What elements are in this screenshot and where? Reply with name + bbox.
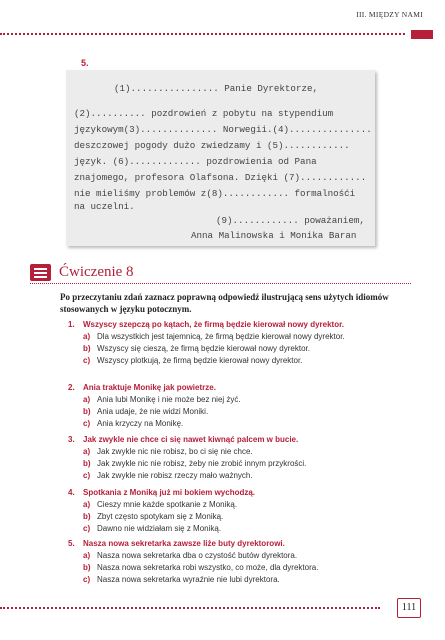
- question-text: Nasza nowa sekretarka zawsze liże buty dyrektorowi.: [83, 539, 285, 548]
- answer-option[interactable]: [83, 355, 388, 366]
- question-text: Wszyscy szepczą po kątach, że firmą będzie kierował nowy dyrektor.: [83, 320, 344, 329]
- letter-line: językowym(3).............. Norwegii.(4)...............: [74, 124, 372, 135]
- exercise-8-heading: [30, 262, 411, 284]
- option-letter: c): [83, 419, 91, 428]
- option-letter: b): [83, 344, 91, 353]
- option-letter: a): [83, 332, 91, 341]
- answer-option[interactable]: [83, 499, 388, 510]
- option-text: Nasza nowa sekretarka wyraźnie nie lubi dyrektora.: [97, 575, 280, 584]
- option-text: Jak zwykle nic nie robisz, żeby nie zrobić innym przykrości.: [97, 459, 307, 468]
- answer-option[interactable]: [83, 446, 388, 457]
- page-number: 111: [397, 598, 421, 618]
- letter-line: (1)................ Panie Dyrektorze,: [114, 83, 318, 94]
- answer-option[interactable]: [83, 550, 388, 561]
- answer-option[interactable]: [83, 562, 388, 573]
- question-number: 1.: [68, 320, 75, 329]
- answer-option[interactable]: [83, 343, 388, 354]
- letter-line: znajomego, profesora Olafsona. Dzięki (7)............: [74, 172, 367, 183]
- option-text: Dawno nie widziałam się z Moniką.: [97, 524, 222, 533]
- option-text: Zbyt często spotykam się z Moniką.: [97, 512, 224, 521]
- question-item: [68, 434, 388, 481]
- question-number: 3.: [68, 435, 75, 444]
- letter-line: język. (6)............. pozdrowienia od Pana: [74, 156, 317, 167]
- question-item: [68, 382, 388, 429]
- option-text: Jak zwykle nie robisz rzeczy mało ważnych.: [97, 471, 253, 480]
- heading-dotted-rule: [30, 283, 411, 284]
- question-number: 4.: [68, 488, 75, 497]
- option-letter: c): [83, 575, 91, 584]
- exercise-instruction: Po przeczytaniu zdań zaznacz poprawną odpowiedź ilustrującą sens użytych idiomów stosowanych w języku potocznym.: [60, 292, 389, 314]
- option-text: Ania udaje, że nie widzi Moniki.: [97, 407, 209, 416]
- option-text: Ania krzyczy na Monikę.: [97, 419, 184, 428]
- option-letter: a): [83, 551, 91, 560]
- option-letter: b): [83, 512, 91, 521]
- answer-option[interactable]: [83, 574, 388, 585]
- letter-line: (2).......... pozdrowień z pobytu na stypendium: [74, 108, 334, 119]
- question-text: Ania traktuje Monikę jak powietrze.: [83, 383, 216, 392]
- letter-box: [66, 70, 375, 246]
- letter-line: Anna Malinowska i Monika Baran: [191, 230, 357, 241]
- question-item: [68, 319, 388, 366]
- option-letter: c): [83, 356, 91, 365]
- question-number: 5.: [68, 539, 75, 548]
- exercise-list-icon: [30, 264, 51, 281]
- top-accent-box: [411, 30, 433, 39]
- answer-option[interactable]: [83, 406, 388, 417]
- question-text: Spotkania z Moniką już mi bokiem wychodzą.: [83, 488, 256, 497]
- section-header: III. MIĘDZY NAMI: [356, 10, 423, 19]
- option-letter: b): [83, 459, 91, 468]
- answer-option[interactable]: [83, 470, 388, 481]
- letter-line: deszczowej pogody dużo zwiedzamy i (5)............: [74, 140, 350, 151]
- question-item: [68, 538, 388, 585]
- option-letter: c): [83, 471, 91, 480]
- bottom-dotted-rule: [0, 607, 380, 609]
- question-item: [68, 487, 388, 534]
- option-text: Cieszy mnie każde spotkanie z Moniką.: [97, 500, 238, 509]
- option-letter: a): [83, 500, 91, 509]
- exercise-8-title: Ćwiczenie 8: [59, 264, 134, 280]
- answer-option[interactable]: [83, 523, 388, 534]
- question-number: 2.: [68, 383, 75, 392]
- letter-line: (9)............ poważaniem,: [216, 215, 365, 226]
- answer-option[interactable]: [83, 511, 388, 522]
- answer-option[interactable]: [83, 418, 388, 429]
- option-text: Ania lubi Monikę i nie może bez niej żyć.: [97, 395, 241, 404]
- letter-line: nie mieliśmy problemów z(8)............ formalnośći: [74, 188, 356, 199]
- option-text: Wszyscy plotkują, że firmą będzie kierował nowy dyrektor.: [97, 356, 303, 365]
- answer-option[interactable]: [83, 458, 388, 469]
- option-text: Dla wszystkich jest tajemnicą, że firmą będzie kierował nowy dyrektor.: [97, 332, 345, 341]
- exercise-5-number: 5.: [81, 58, 89, 68]
- top-dotted-rule: [0, 33, 405, 38]
- option-letter: c): [83, 524, 91, 533]
- option-text: Wszyscy się cieszą, że firmą będzie kierował nowy dyrektor.: [97, 344, 310, 353]
- option-text: Jak zwykle nic nie robisz, bo ci się nie chce.: [97, 447, 253, 456]
- option-text: Nasza nowa sekretarka robi wszystko, co może, dla dyrektora.: [97, 563, 319, 572]
- question-text: Jak zwykle nie chce ci się nawet kiwnąć palcem w bucie.: [83, 435, 299, 444]
- option-letter: b): [83, 563, 91, 572]
- answer-option[interactable]: [83, 394, 388, 405]
- answer-option[interactable]: [83, 331, 388, 342]
- letter-line: na uczelni.: [74, 201, 135, 212]
- option-letter: a): [83, 395, 91, 404]
- option-text: Nasza nowa sekretarka dba o czystość butów dyrektora.: [97, 551, 298, 560]
- option-letter: a): [83, 447, 91, 456]
- option-letter: b): [83, 407, 91, 416]
